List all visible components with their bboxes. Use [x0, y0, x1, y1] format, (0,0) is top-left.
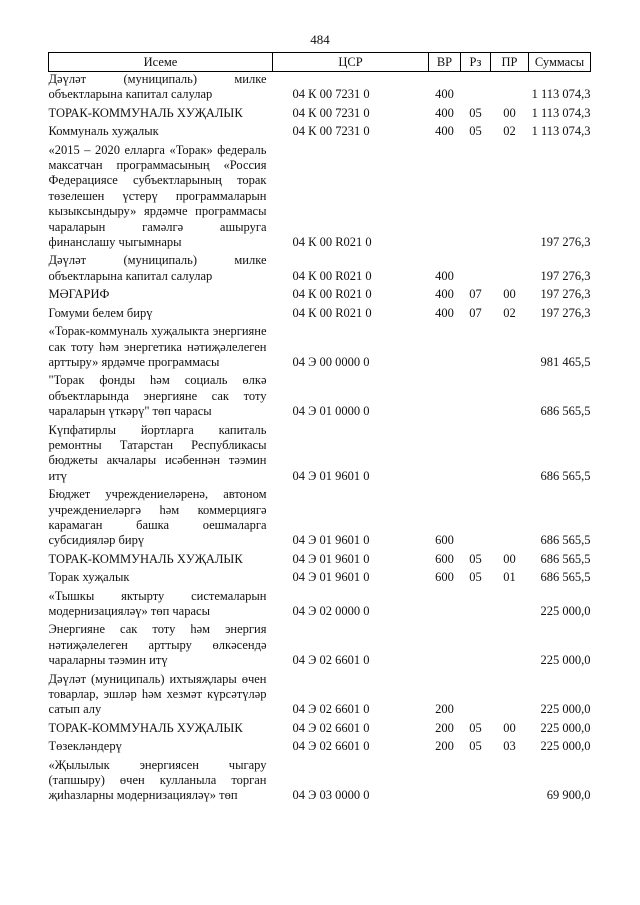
- cell-name: ТОРАК-КОММУНАЛЬ ХУҖАЛЫК: [48, 105, 243, 120]
- table-row: [49, 420, 591, 485]
- cell-sum: 1 113 074,3: [531, 124, 591, 139]
- cell-sum: 69 900,0: [546, 788, 591, 803]
- cell-name: Төзекләндерү: [48, 739, 122, 754]
- cell-name: «Торак-коммуналь хуҗалыкта энергияне сак тоту һәм энергетика нәтиҗәлелеген арттыру» ярдәмче программасы: [48, 324, 267, 369]
- cell-pr: [491, 586, 529, 620]
- table-row: [49, 736, 591, 754]
- table-row: [49, 250, 591, 284]
- cell-pr: [491, 250, 529, 284]
- cell-rz: [461, 370, 491, 419]
- table-row: [49, 103, 591, 121]
- cell-csr: 04 Э 02 6601 0: [292, 720, 370, 735]
- cell-csr: 04 Э 02 6601 0: [292, 653, 370, 668]
- cell-csr: 04 Э 03 0000 0: [292, 788, 370, 803]
- cell-csr: 04 Э 02 6601 0: [292, 702, 370, 717]
- cell-sum: 1 113 074,3: [531, 105, 591, 120]
- table-row: [49, 370, 591, 419]
- cell-name: Дәүләт (муниципаль) ихтыяҗлары өчен товарлар, эшләр һәм хезмәт күрсәтүләр сатып алу: [48, 671, 267, 717]
- cell-rz: [461, 420, 491, 485]
- table-row: [49, 567, 591, 585]
- cell-sum: 1 113 074,3: [531, 87, 591, 102]
- cell-vr: [429, 321, 461, 370]
- table-row: [49, 321, 591, 370]
- cell-vr: [429, 370, 461, 419]
- cell-name: Дәүләт (муниципаль) милке объектларына капитал салулар: [48, 253, 267, 283]
- cell-csr: 04 Э 02 6601 0: [292, 739, 370, 754]
- cell-csr: 04 Э 01 9601 0: [292, 533, 370, 548]
- cell-sum: 225 000,0: [540, 604, 591, 618]
- col-header-sum: Суммасы: [529, 53, 591, 72]
- cell-csr: 04 Э 01 9601 0: [292, 551, 370, 566]
- cell-rz: 05: [469, 739, 482, 754]
- cell-pr: 00: [503, 551, 516, 566]
- cell-rz: [461, 140, 491, 251]
- cell-sum: 686 565,5: [540, 570, 591, 585]
- cell-sum: 225 000,0: [540, 720, 591, 735]
- cell-name: Гомуми белем бирү: [48, 305, 153, 320]
- cell-sum: 686 565,5: [540, 468, 591, 483]
- cell-rz: [461, 250, 491, 284]
- cell-sum: 225 000,0: [540, 653, 591, 668]
- cell-csr: 04 К 00 R021 0: [292, 268, 372, 283]
- cell-name: «2015 – 2020 елларга «Торак» федераль максатчан программасының «Россия Федерациясе субъектларының торак төзелешен үстерү программаларын кызыксындыру» ярдәмче программасы чараларын гамәлгә ашыруга финанслашу чыгымнары: [48, 142, 267, 250]
- cell-sum: 197 276,3: [540, 268, 591, 283]
- cell-csr: 04 К 00 7231 0: [292, 124, 370, 139]
- cell-rz: 05: [469, 570, 482, 585]
- cell-rz: [461, 669, 491, 718]
- budget-table: [48, 52, 591, 804]
- cell-vr: [429, 420, 461, 485]
- cell-sum: 197 276,3: [540, 305, 591, 320]
- cell-csr: 04 К 00 R021 0: [292, 287, 372, 302]
- col-header-vr: ВР: [429, 53, 461, 72]
- cell-csr: 04 К 00 7231 0: [292, 105, 370, 120]
- table-row: [49, 718, 591, 736]
- cell-vr: [429, 586, 461, 620]
- cell-csr: 04 К 00 R021 0: [292, 305, 372, 320]
- cell-rz: [461, 586, 491, 620]
- table-row: [49, 121, 591, 139]
- cell-pr: [491, 72, 529, 103]
- cell-rz: [461, 755, 491, 804]
- table-row: [49, 140, 591, 251]
- cell-pr: 03: [503, 739, 516, 754]
- table-row: [49, 284, 591, 302]
- cell-csr: 04 Э 01 9601 0: [292, 468, 370, 483]
- cell-sum: 197 276,3: [540, 235, 591, 250]
- cell-pr: [491, 619, 529, 668]
- table-row: [49, 669, 591, 718]
- cell-name: Бюджет учреждениеләренә, автоном учреждениеләргә һәм коммерциягә карамаган башка оешмаларга субсидияләр бирү: [48, 487, 267, 548]
- cell-pr: [491, 755, 529, 804]
- cell-vr: 400: [435, 124, 454, 139]
- cell-vr: 400: [435, 105, 454, 120]
- cell-csr: 04 К 00 7231 0: [292, 87, 370, 102]
- cell-name: МӘГАРИФ: [48, 287, 110, 302]
- table-row: [49, 619, 591, 668]
- cell-sum: 686 565,5: [540, 533, 591, 548]
- cell-pr: 00: [503, 287, 516, 302]
- cell-csr: 04 К 00 R021 0: [292, 235, 372, 250]
- table-header-row: [49, 53, 591, 72]
- cell-rz: 05: [469, 124, 482, 139]
- cell-csr: 04 Э 02 0000 0: [292, 604, 370, 618]
- cell-name: Коммуналь хуҗалык: [48, 124, 159, 139]
- cell-name: "Торак фонды һәм социаль өлкә объектларында энергияне сак тоту чараларын үткәрү" төп чарасы: [48, 373, 267, 419]
- cell-sum: 686 565,5: [540, 551, 591, 566]
- cell-rz: 07: [469, 287, 482, 302]
- cell-vr: 600: [435, 551, 454, 566]
- cell-sum: 686 565,5: [540, 404, 591, 419]
- cell-rz: 05: [469, 551, 482, 566]
- cell-csr: 04 Э 00 0000 0: [292, 354, 370, 369]
- table-row: [49, 549, 591, 567]
- table-row: [49, 72, 591, 103]
- cell-vr: [429, 755, 461, 804]
- cell-name: Торак хуҗалык: [48, 570, 130, 585]
- cell-rz: [461, 72, 491, 103]
- cell-pr: [491, 140, 529, 251]
- cell-name: Энергияне сак тоту һәм энергия нәтиҗәлелеген арттыру өлкәсендә чараларны тәэмин итү: [48, 622, 267, 668]
- cell-pr: 00: [503, 105, 516, 120]
- page-number: 484: [310, 32, 330, 47]
- cell-csr: 04 Э 01 0000 0: [292, 404, 370, 419]
- cell-pr: [491, 370, 529, 419]
- cell-vr: [429, 140, 461, 251]
- cell-pr: [491, 420, 529, 485]
- table-row: [49, 755, 591, 804]
- cell-name: «Тышкы яктырту системаларын модернизацияләү» төп чарасы: [48, 588, 267, 618]
- cell-pr: [491, 669, 529, 718]
- cell-pr: [491, 484, 529, 549]
- cell-vr: 200: [435, 720, 454, 735]
- cell-vr: 200: [435, 739, 454, 754]
- col-header-name: Исеме: [49, 53, 273, 72]
- cell-name: Күпфатирлы йортларга капиталь ремонтны Татарстан Республикасы бюджеты акчалары исәбеннән тәэмин итү: [48, 422, 267, 483]
- cell-name: ТОРАК-КОММУНАЛЬ ХУҖАЛЫК: [48, 551, 243, 566]
- table-body: [49, 72, 591, 804]
- table-row: [49, 484, 591, 549]
- cell-rz: 05: [469, 105, 482, 120]
- cell-vr: [429, 619, 461, 668]
- cell-rz: 07: [469, 305, 482, 320]
- cell-name: ТОРАК-КОММУНАЛЬ ХУҖАЛЫК: [48, 720, 243, 735]
- cell-vr: 400: [435, 287, 454, 302]
- cell-pr: 01: [503, 570, 516, 585]
- table-row: [49, 303, 591, 321]
- cell-pr: 02: [503, 124, 516, 139]
- cell-sum: 981 465,5: [540, 354, 591, 369]
- cell-pr: 02: [503, 305, 516, 320]
- cell-rz: [461, 619, 491, 668]
- cell-sum: 225 000,0: [540, 739, 591, 754]
- cell-sum: 225 000,0: [540, 702, 591, 717]
- cell-vr: 400: [435, 87, 454, 102]
- col-header-rz: Рз: [461, 53, 491, 72]
- cell-csr: 04 Э 01 9601 0: [292, 570, 370, 585]
- cell-vr: 400: [435, 305, 454, 320]
- cell-name: Дәүләт (муниципаль) милке объектларына капитал салулар: [48, 72, 267, 102]
- cell-vr: 200: [435, 702, 454, 717]
- cell-vr: 600: [435, 533, 454, 548]
- cell-rz: [461, 321, 491, 370]
- cell-pr: [491, 321, 529, 370]
- cell-name: «Җылылык энергиясен чыгару (тапшыру) өчен кулланыла торган җиһазларны модернизацияләү» төп: [48, 757, 267, 803]
- cell-pr: 00: [503, 720, 516, 735]
- col-header-csr: ЦСР: [273, 53, 429, 72]
- col-header-pr: ПР: [491, 53, 529, 72]
- cell-rz: [461, 484, 491, 549]
- cell-vr: 400: [435, 268, 454, 283]
- cell-vr: 600: [435, 570, 454, 585]
- cell-rz: 05: [469, 720, 482, 735]
- cell-sum: 197 276,3: [540, 287, 591, 302]
- table-row: [49, 586, 591, 620]
